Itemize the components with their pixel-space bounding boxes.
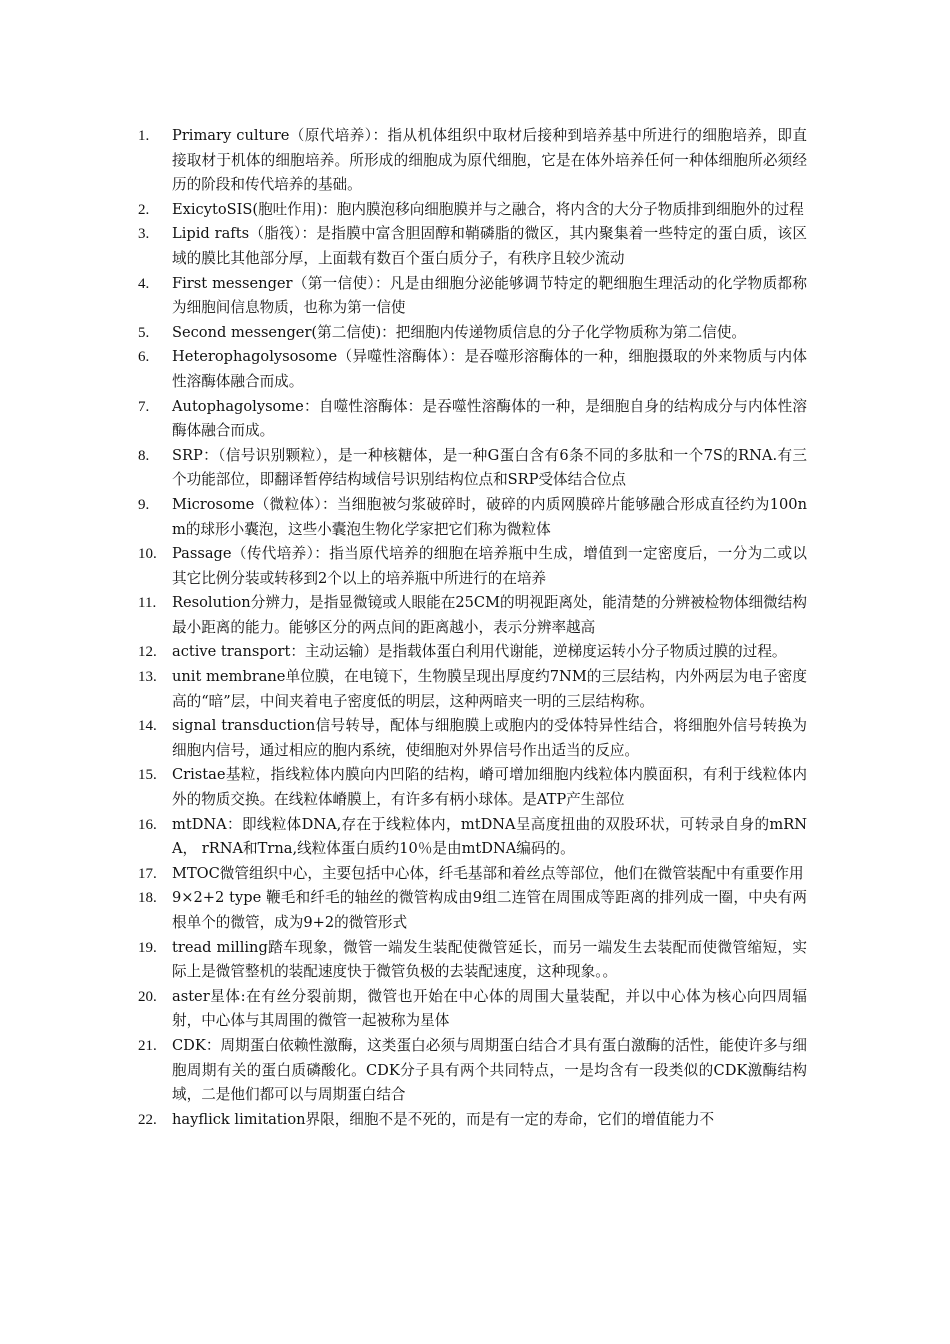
item-number: 1.	[138, 128, 150, 144]
item-text: hayflick limitation界限，细胞不是不死的，而是有一定的寿命，它们的增值能力不	[172, 1110, 715, 1128]
item-text: aster星体:在有丝分裂前期，微管也开始在中心体的周围大量装配，并以中心体为核心向四周辐射，中心体与其周围的微管一起被称为星体	[172, 987, 807, 1030]
item-number: 5.	[138, 324, 150, 341]
list-item	[0, 591, 950, 640]
item-text: ExicytoSIS(胞吐作用)：胞内膜泡移向细胞膜并与之融合，将内含的大分子物质排到细胞外的过程	[172, 200, 804, 218]
item-number: 10.	[138, 546, 157, 563]
list-item	[0, 444, 950, 493]
item-text: Autophagolysome：自噬性溶酶体：是吞噬性溶酶体的一种，是细胞自身的结构成分与内体性溶酶体融合而成。	[172, 397, 807, 440]
item-number: 12.	[138, 644, 157, 661]
item-number: 11.	[138, 595, 157, 612]
list-item	[0, 665, 950, 714]
list-item	[0, 714, 950, 763]
item-number: 18.	[138, 890, 157, 907]
item-text: MTOC微管组织中心，主要包括中心体，纤毛基部和着丝点等部位，他们在微管装配中有重要作用	[172, 864, 804, 882]
list-item	[0, 542, 950, 591]
item-number: 19.	[138, 939, 157, 956]
item-number: 3.	[138, 226, 150, 243]
list-item	[0, 1034, 950, 1108]
item-text: Resolution分辨力，是指显微镜或人眼能在25CM的明视距离处，能清楚的分辨被检物体细微结构最小距离的能力。能够区分的两点间的距离越小，表示分辨率越高	[172, 594, 807, 636]
item-number: 8.	[138, 447, 150, 464]
item-text: active transport：主动运输）是指载体蛋白利用代谢能，逆梯度运转小分子物质过膜的过程。	[172, 643, 787, 661]
item-number: 21.	[138, 1037, 157, 1054]
list-item	[0, 985, 950, 1034]
item-text: 9×2+2 type 鞭毛和纤毛的轴丝的微管构成由9组二连管在周围成等距离的排列成一圈，中央有两根单个的微管，成为9+2的微管形式	[172, 889, 807, 931]
item-number: 17.	[138, 865, 157, 882]
item-text: Passage（传代培养）：指当原代培养的细胞在培养瓶中生成，增值到一定密度后，一分为二或以其它比例分装或转移到2个以上的培养瓶中所进行的在培养	[172, 545, 807, 587]
list-item	[0, 493, 950, 542]
item-text: unit membrane单位膜，在电镜下，生物膜呈现出厚度约7NM的三层结构，内外两层为电子密度高的“暗”层，中间夹着电子密度低的明层，这种两暗夹一明的三层结构称。	[172, 668, 807, 710]
list-item	[0, 321, 950, 346]
item-text: Second messenger(第二信使)：把细胞内传递物质信息的分子化学物质称为第二信使。	[172, 323, 747, 341]
item-number: 15.	[138, 767, 157, 784]
item-number: 14.	[138, 718, 157, 735]
item-text: First messenger（第一信使）：凡是由细胞分泌能够调节特定的靶细胞生理活动的化学物质都称为细胞间信息物质，也称为第一信使	[172, 274, 807, 317]
item-text: tread milling踏车现象，微管一端发生装配使微管延长，而另一端发生去装配而使微管缩短，实际上是微管整机的装配速度快于微管负极的去装配速度，这种现象。。	[172, 938, 807, 981]
item-number: 2.	[138, 201, 150, 218]
list-item	[0, 272, 950, 321]
list-item	[0, 222, 950, 271]
list-item	[0, 395, 950, 444]
list-item	[0, 813, 950, 862]
item-number: 20.	[138, 988, 157, 1005]
list-item	[0, 763, 950, 812]
item-text: Heterophagolysosome（异噬性溶酶体）：是吞噬形溶酶体的一种，细胞摄取的外来物质与内体性溶酶体融合而成。	[172, 348, 807, 390]
list-item	[0, 936, 950, 985]
item-number: 7.	[138, 398, 150, 415]
item-number: 4.	[138, 275, 150, 292]
item-number: 22.	[138, 1111, 157, 1128]
item-text: Primary culture（原代培养）：指从机体组织中取材后接种到培养基中所进行的细胞培养，即直接取材于机体的细胞培养。所形成的细胞成为原代细胞，它是在体外培养任何一种体细胞所必须经历的阶段和传代培养的基础。	[172, 127, 807, 194]
item-text: mtDNA：即线粒体DNA,存在于线粒体内，mtDNA呈高度扭曲的双股环状，可转录自身的mRNA， rRNA和Trna,线粒体蛋白质约10％是由mtDNA编码的。	[172, 815, 807, 858]
list-item	[0, 198, 950, 223]
item-text: Cristae基粒，指线粒体内膜向内凹陷的结构，嵴可增加细胞内线粒体内膜面积，有利于线粒体内外的物质交换。在线粒体嵴膜上，有许多有柄小球体。是ATP产生部位	[172, 766, 807, 809]
list-item	[0, 640, 950, 665]
item-text: signal transduction信号转导，配体与细胞膜上或胞内的受体特异性结合，将细胞外信号转换为细胞内信号，通过相应的胞内系统，使细胞对外界信号作出适当的反应。	[172, 717, 807, 759]
item-text: CDK：周期蛋白依赖性激酶，这类蛋白必须与周期蛋白结合才具有蛋白激酶的活性，能使许多与细胞周期有关的蛋白质磷酸化。CDK分子具有两个共同特点，一是均含有一段类似的CDK激酶结构域，二是他们都可以与周期蛋白结合	[172, 1036, 807, 1104]
list-item	[0, 886, 950, 935]
item-number: 13.	[138, 669, 157, 686]
list-item	[0, 124, 950, 198]
item-number: 16.	[138, 816, 157, 833]
item-number: 9.	[138, 496, 150, 513]
item-number: 6.	[138, 349, 150, 366]
item-text: Microsome（微粒体）：当细胞被匀浆破碎时，破碎的内质网膜碎片能够融合形成直径约为100nm的球形小囊泡，这些小囊泡生物化学家把它们称为微粒体	[172, 495, 807, 538]
item-text: SRP：（信号识别颗粒），是一种核糖体，是一种G蛋白含有6条不同的多肽和一个7S的RNA.有三个功能部位，即翻译暂停结构域信号识别结构位点和SRP受体结合位点	[172, 446, 807, 489]
list-item	[0, 1108, 950, 1133]
list-item	[0, 345, 950, 394]
item-text: Lipid rafts（脂筏）：是指膜中富含胆固醇和鞘磷脂的微区，其内聚集着一些特定的蛋白质，该区域的膜比其他部分厚，上面载有数百个蛋白质分子，有秩序且较少流动	[172, 225, 807, 267]
definition-list	[0, 124, 950, 1132]
list-item	[0, 862, 950, 887]
